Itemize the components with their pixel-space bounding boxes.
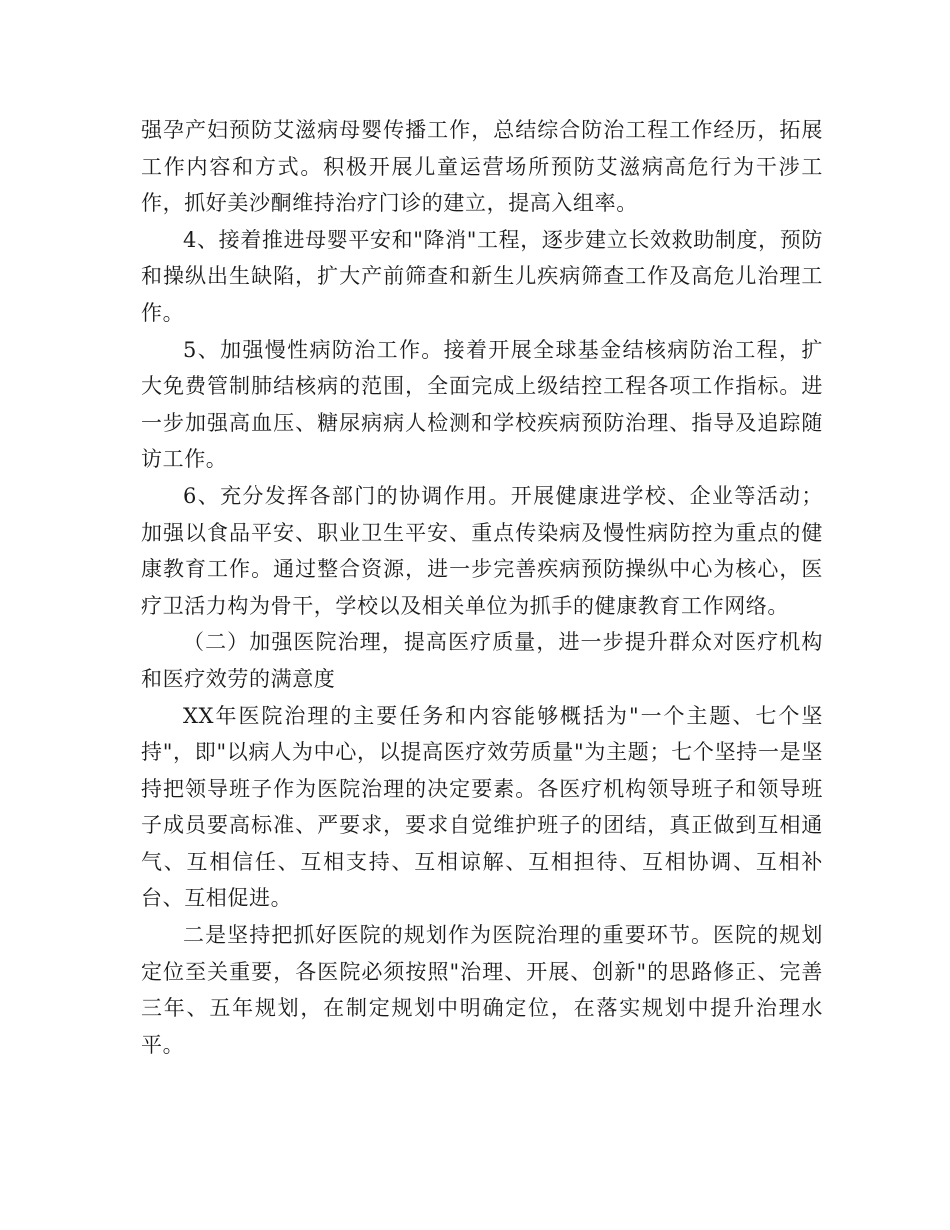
section-heading-2: （二）加强医院治理，提高医疗质量，进一步提升群众对医疗机构和医疗效劳的满意度 <box>141 630 823 691</box>
paragraph-hospital-management: XX年医院治理的主要任务和内容能够概括为"一个主题、七个坚持"，即"以病人为中心，以提高医疗效劳质量"为主题；七个坚持一是坚持把领导班子作为医院治理的决定要素。各医疗机构领导班子和领导班子成员要高标准、严要求，要求自觉维护班子的团结，真正做到互相通气、互相信任、互相支持、互相谅解、互相担待、互相协调、互相补台、互相促进。 <box>141 703 823 911</box>
paragraph-item-4: 4、接着推进母婴平安和"降消"工程，逐步建立长效救助制度，预防和操纵出生缺陷，扩大产前筛查和新生儿疾病筛查工作及高危儿治理工作。 <box>141 227 823 325</box>
paragraph-item-6: 6、充分发挥各部门的协调作用。开展健康进学校、企业等活动；加强以食品平安、职业卫生平安、重点传染病及慢性病防控为重点的健康教育工作。通过整合资源，进一步完善疾病预防操纵中心为核心，医疗卫活力构为骨干，学校以及相关单位为抓手的健康教育工作网络。 <box>141 483 823 618</box>
document-body <box>141 112 823 1063</box>
paragraph-continued: 强孕产妇预防艾滋病母婴传播工作，总结综合防治工程工作经历，拓展工作内容和方式。积极开展儿童运营场所预防艾滋病高危行为干涉工作，抓好美沙酮维持治疗门诊的建立，提高入组率。 <box>141 118 823 216</box>
paragraph-hospital-planning: 二是坚持把抓好医院的规划作为医院治理的重要环节。医院的规划定位至关重要，各医院必须按照"治理、开展、创新"的思路修正、完善三年、五年规划，在制定规划中明确定位，在落实规划中提升治理水平。 <box>141 923 823 1057</box>
paragraph-item-5: 5、加强慢性病防治工作。接着开展全球基金结核病防治工程，扩大免费管制肺结核病的范围，全面完成上级结控工程各项工作指标。进一步加强高血压、糖尿病病人检测和学校疾病预防治理、指导及追踪随访工作。 <box>141 337 823 472</box>
